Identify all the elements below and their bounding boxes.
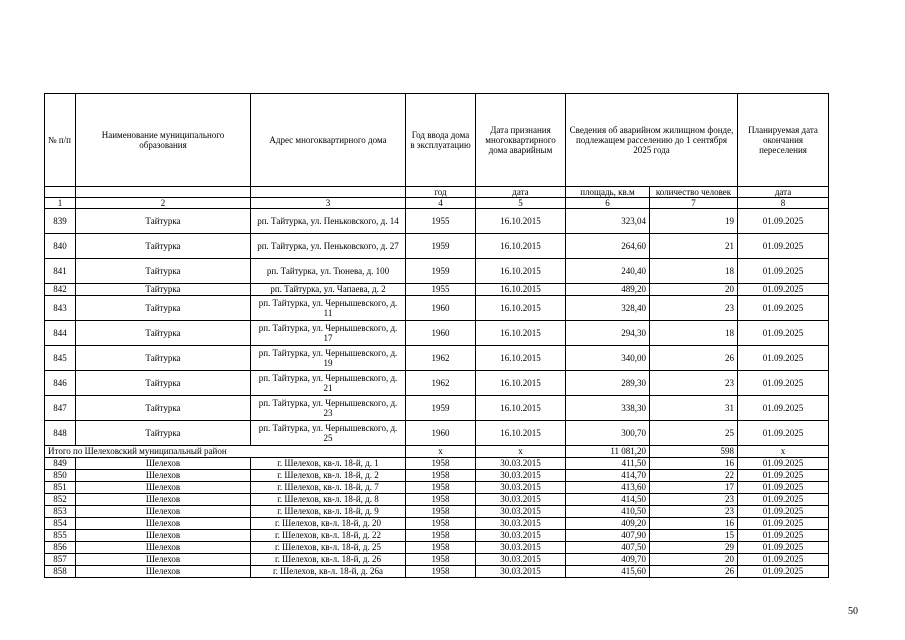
header-planned-date: Планируемая дата окончания переселения — [738, 94, 829, 187]
cell-people-count: 20 — [650, 554, 738, 566]
table-row — [45, 259, 829, 284]
cell-area: 289,30 — [566, 371, 650, 396]
cell-emergency-date: 30.03.2015 — [476, 566, 566, 578]
cell-municipality: Тайтурка — [76, 346, 251, 371]
cell-address: г. Шелехов, кв-л. 18-й, д. 25 — [251, 542, 406, 554]
cell-row-number: 857 — [45, 554, 76, 566]
table-row — [45, 506, 829, 518]
cell-people-count: 23 — [650, 494, 738, 506]
cell-municipality: Шелехов — [76, 518, 251, 530]
unit-year: год — [406, 187, 476, 198]
cell-commission-year: 1958 — [406, 518, 476, 530]
cell-emergency-date: 16.10.2015 — [476, 396, 566, 421]
cell-area: 411,50 — [566, 458, 650, 470]
cell-row-number: 858 — [45, 566, 76, 578]
cell-planned-date: 01.09.2025 — [738, 284, 829, 296]
table-row — [45, 494, 829, 506]
cell-row-number: 852 — [45, 494, 76, 506]
cell-planned-date: 01.09.2025 — [738, 209, 829, 234]
cell-planned-date: 01.09.2025 — [738, 346, 829, 371]
cell-area: 414,70 — [566, 470, 650, 482]
table-row — [45, 470, 829, 482]
cell-emergency-date: 16.10.2015 — [476, 321, 566, 346]
cell-commission-year: 1958 — [406, 554, 476, 566]
page-number: 50 — [848, 606, 858, 617]
cell-emergency-date: 30.03.2015 — [476, 482, 566, 494]
cell-row-number: 840 — [45, 234, 76, 259]
cell-row-number: 856 — [45, 542, 76, 554]
cell-emergency-date: 30.03.2015 — [476, 506, 566, 518]
unit-area: площадь, кв.м — [566, 187, 650, 198]
cell-people-count: 17 — [650, 482, 738, 494]
cell-address: г. Шелехов, кв-л. 18-й, д. 26 — [251, 554, 406, 566]
cell-people-count: 23 — [650, 296, 738, 321]
cell-address: г. Шелехов, кв-л. 18-й, д. 8 — [251, 494, 406, 506]
cell-emergency-date: 16.10.2015 — [476, 371, 566, 396]
total-area: 11 081,20 — [566, 446, 650, 458]
column-number: 2 — [76, 198, 251, 209]
cell-address: г. Шелехов, кв-л. 18-й, д. 1 — [251, 458, 406, 470]
table-row — [45, 566, 829, 578]
cell-people-count: 15 — [650, 530, 738, 542]
cell-municipality: Тайтурка — [76, 371, 251, 396]
cell-municipality: Шелехов — [76, 458, 251, 470]
cell-people-count: 19 — [650, 209, 738, 234]
cell-planned-date: 01.09.2025 — [738, 554, 829, 566]
cell-address: рп. Тайтурка, ул. Пеньковского, д. 14 — [251, 209, 406, 234]
cell-planned-date: 01.09.2025 — [738, 296, 829, 321]
table-row — [45, 421, 829, 446]
cell-people-count: 29 — [650, 542, 738, 554]
cell-area: 294,30 — [566, 321, 650, 346]
cell-people-count: 16 — [650, 518, 738, 530]
cell-row-number: 854 — [45, 518, 76, 530]
cell-area: 407,90 — [566, 530, 650, 542]
cell-address: г. Шелехов, кв-л. 18-й, д. 22 — [251, 530, 406, 542]
total-date: x — [476, 446, 566, 458]
cell-address: рп. Тайтурка, ул. Чернышевского, д. 25 — [251, 421, 406, 446]
cell-commission-year: 1959 — [406, 259, 476, 284]
cell-municipality: Шелехов — [76, 482, 251, 494]
cell-address: рп. Тайтурка, ул. Чернышевского, д. 19 — [251, 346, 406, 371]
table-row — [45, 234, 829, 259]
cell-commission-year: 1958 — [406, 458, 476, 470]
cell-commission-year: 1958 — [406, 542, 476, 554]
cell-municipality: Шелехов — [76, 530, 251, 542]
cell-emergency-date: 30.03.2015 — [476, 542, 566, 554]
cell-planned-date: 01.09.2025 — [738, 234, 829, 259]
cell-municipality: Тайтурка — [76, 234, 251, 259]
cell-municipality: Тайтурка — [76, 209, 251, 234]
total-plan: x — [738, 446, 829, 458]
table-row — [45, 530, 829, 542]
cell-planned-date: 01.09.2025 — [738, 470, 829, 482]
table-row — [45, 284, 829, 296]
cell-area: 264,60 — [566, 234, 650, 259]
cell-address: рп. Тайтурка, ул. Чапаева, д. 2 — [251, 284, 406, 296]
column-number: 3 — [251, 198, 406, 209]
cell-emergency-date: 16.10.2015 — [476, 296, 566, 321]
cell-municipality: Тайтурка — [76, 396, 251, 421]
total-label: Итого по Шелеховский муниципальный район — [45, 446, 406, 458]
cell-municipality: Шелехов — [76, 506, 251, 518]
cell-planned-date: 01.09.2025 — [738, 458, 829, 470]
cell-area: 413,60 — [566, 482, 650, 494]
cell-row-number: 842 — [45, 284, 76, 296]
cell-address: г. Шелехов, кв-л. 18-й, д. 20 — [251, 518, 406, 530]
header-row — [45, 94, 829, 187]
cell-municipality: Тайтурка — [76, 259, 251, 284]
table-row — [45, 482, 829, 494]
cell-address: рп. Тайтурка, ул. Чернышевского, д. 11 — [251, 296, 406, 321]
unit-plan-date: дата — [738, 187, 829, 198]
units-row — [45, 187, 829, 198]
header-municipality: Наименование муниципального образования — [76, 94, 251, 187]
cell-area: 414,50 — [566, 494, 650, 506]
column-number: 1 — [45, 198, 76, 209]
cell-address: г. Шелехов, кв-л. 18-й, д. 7 — [251, 482, 406, 494]
cell-emergency-date: 16.10.2015 — [476, 284, 566, 296]
resettlement-table — [44, 93, 829, 578]
cell-people-count: 20 — [650, 284, 738, 296]
cell-planned-date: 01.09.2025 — [738, 530, 829, 542]
cell-emergency-date: 16.10.2015 — [476, 234, 566, 259]
cell-people-count: 18 — [650, 321, 738, 346]
cell-planned-date: 01.09.2025 — [738, 396, 829, 421]
cell-planned-date: 01.09.2025 — [738, 506, 829, 518]
cell-planned-date: 01.09.2025 — [738, 259, 829, 284]
cell-municipality: Шелехов — [76, 542, 251, 554]
table-row — [45, 321, 829, 346]
header-year: Год ввода дома в эксплуатацию — [406, 94, 476, 187]
cell-area: 415,60 — [566, 566, 650, 578]
cell-municipality: Шелехов — [76, 470, 251, 482]
cell-municipality: Тайтурка — [76, 284, 251, 296]
cell-area: 409,20 — [566, 518, 650, 530]
cell-emergency-date: 30.03.2015 — [476, 470, 566, 482]
cell-commission-year: 1958 — [406, 530, 476, 542]
cell-emergency-date: 30.03.2015 — [476, 518, 566, 530]
table-row — [45, 554, 829, 566]
cell-people-count: 21 — [650, 234, 738, 259]
total-row — [45, 446, 829, 458]
cell-emergency-date: 30.03.2015 — [476, 494, 566, 506]
column-number: 8 — [738, 198, 829, 209]
table-row — [45, 371, 829, 396]
cell-commission-year: 1955 — [406, 284, 476, 296]
cell-people-count: 23 — [650, 371, 738, 396]
cell-commission-year: 1955 — [406, 209, 476, 234]
cell-people-count: 18 — [650, 259, 738, 284]
cell-row-number: 850 — [45, 470, 76, 482]
cell-emergency-date: 30.03.2015 — [476, 554, 566, 566]
column-numbers-row — [45, 198, 829, 209]
cell-planned-date: 01.09.2025 — [738, 518, 829, 530]
cell-people-count: 23 — [650, 506, 738, 518]
header-emergency-date: Дата признания многоквартирного дома аварийным — [476, 94, 566, 187]
table-row — [45, 346, 829, 371]
cell-address: рп. Тайтурка, ул. Пеньковского, д. 27 — [251, 234, 406, 259]
cell-row-number: 844 — [45, 321, 76, 346]
cell-commission-year: 1958 — [406, 494, 476, 506]
cell-people-count: 22 — [650, 470, 738, 482]
cell-emergency-date: 16.10.2015 — [476, 346, 566, 371]
cell-commission-year: 1962 — [406, 346, 476, 371]
cell-people-count: 25 — [650, 421, 738, 446]
cell-emergency-date: 16.10.2015 — [476, 421, 566, 446]
cell-address: рп. Тайтурка, ул. Чернышевского, д. 21 — [251, 371, 406, 396]
cell-commission-year: 1959 — [406, 396, 476, 421]
table-row — [45, 396, 829, 421]
cell-row-number: 853 — [45, 506, 76, 518]
cell-people-count: 26 — [650, 566, 738, 578]
cell-row-number: 847 — [45, 396, 76, 421]
cell-row-number: 855 — [45, 530, 76, 542]
cell-commission-year: 1958 — [406, 506, 476, 518]
cell-commission-year: 1958 — [406, 482, 476, 494]
cell-municipality: Тайтурка — [76, 421, 251, 446]
cell-row-number: 846 — [45, 371, 76, 396]
cell-area: 338,30 — [566, 396, 650, 421]
cell-area: 489,20 — [566, 284, 650, 296]
cell-row-number: 848 — [45, 421, 76, 446]
cell-row-number: 849 — [45, 458, 76, 470]
cell-address: г. Шелехов, кв-л. 18-й, д. 9 — [251, 506, 406, 518]
unit-people: количество человек — [650, 187, 738, 198]
cell-planned-date: 01.09.2025 — [738, 482, 829, 494]
cell-people-count: 26 — [650, 346, 738, 371]
cell-people-count: 31 — [650, 396, 738, 421]
cell-commission-year: 1958 — [406, 470, 476, 482]
cell-municipality: Тайтурка — [76, 321, 251, 346]
total-year: x — [406, 446, 476, 458]
cell-emergency-date: 30.03.2015 — [476, 530, 566, 542]
cell-area: 300,70 — [566, 421, 650, 446]
cell-address: г. Шелехов, кв-л. 18-й, д. 26а — [251, 566, 406, 578]
header-number: № п/п — [45, 94, 76, 187]
cell-address: рп. Тайтурка, ул. Тюнева, д. 100 — [251, 259, 406, 284]
cell-commission-year: 1958 — [406, 566, 476, 578]
cell-emergency-date: 30.03.2015 — [476, 458, 566, 470]
table-row — [45, 518, 829, 530]
table-row — [45, 542, 829, 554]
cell-address: рп. Тайтурка, ул. Чернышевского, д. 23 — [251, 396, 406, 421]
cell-planned-date: 01.09.2025 — [738, 566, 829, 578]
total-people: 598 — [650, 446, 738, 458]
cell-municipality: Шелехов — [76, 494, 251, 506]
cell-people-count: 16 — [650, 458, 738, 470]
cell-planned-date: 01.09.2025 — [738, 371, 829, 396]
column-number: 6 — [566, 198, 650, 209]
cell-address: рп. Тайтурка, ул. Чернышевского, д. 17 — [251, 321, 406, 346]
cell-commission-year: 1962 — [406, 371, 476, 396]
cell-commission-year: 1960 — [406, 296, 476, 321]
column-number: 5 — [476, 198, 566, 209]
cell-area: 410,50 — [566, 506, 650, 518]
cell-row-number: 841 — [45, 259, 76, 284]
cell-commission-year: 1960 — [406, 321, 476, 346]
column-number: 7 — [650, 198, 738, 209]
cell-area: 328,40 — [566, 296, 650, 321]
cell-municipality: Шелехов — [76, 566, 251, 578]
table-row — [45, 458, 829, 470]
cell-address: г. Шелехов, кв-л. 18-й, д. 2 — [251, 470, 406, 482]
table-row — [45, 296, 829, 321]
cell-area: 407,50 — [566, 542, 650, 554]
column-number: 4 — [406, 198, 476, 209]
cell-row-number: 843 — [45, 296, 76, 321]
cell-municipality: Тайтурка — [76, 296, 251, 321]
cell-planned-date: 01.09.2025 — [738, 421, 829, 446]
header-housing-info: Сведения об аварийном жилищном фонде, подлежащем расселению до 1 сентября 2025 года — [566, 94, 738, 187]
cell-row-number: 851 — [45, 482, 76, 494]
cell-planned-date: 01.09.2025 — [738, 321, 829, 346]
table-row — [45, 209, 829, 234]
cell-municipality: Шелехов — [76, 554, 251, 566]
cell-emergency-date: 16.10.2015 — [476, 209, 566, 234]
cell-commission-year: 1959 — [406, 234, 476, 259]
cell-commission-year: 1960 — [406, 421, 476, 446]
cell-area: 340,00 — [566, 346, 650, 371]
cell-emergency-date: 16.10.2015 — [476, 259, 566, 284]
header-address: Адрес многоквартирного дома — [251, 94, 406, 187]
cell-area: 240,40 — [566, 259, 650, 284]
cell-area: 409,70 — [566, 554, 650, 566]
cell-planned-date: 01.09.2025 — [738, 494, 829, 506]
unit-date: дата — [476, 187, 566, 198]
cell-row-number: 839 — [45, 209, 76, 234]
cell-row-number: 845 — [45, 346, 76, 371]
cell-planned-date: 01.09.2025 — [738, 542, 829, 554]
cell-area: 323,04 — [566, 209, 650, 234]
